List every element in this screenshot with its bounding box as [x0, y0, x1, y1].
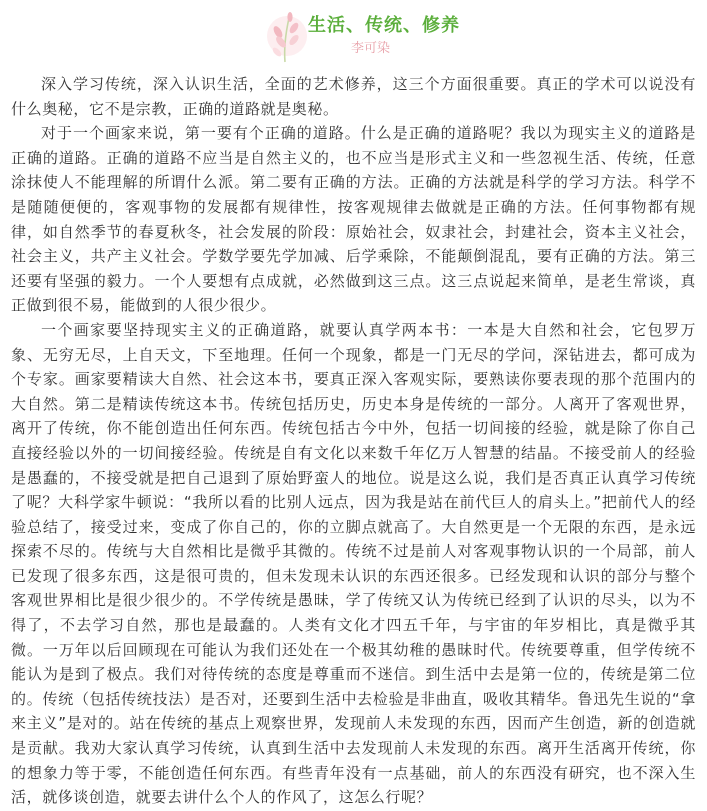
paragraph: 一个画家要坚持现实主义的正确道路，就要认真学两本书：一本是大自然和社会，它包罗万象、无穷无尽，上自天文，下至地理。任何一个现象，都是一门无尽的学问，深钻进去，都可成为个专家。画家要精读大自然、社会这本书，要真正深入客观实际，要熟读你要表现的那个范围内的大自然。第二是精读传统这本书。传统包括历史，历史本身是传统的一部分。人离开了客观世界，离开了传统，你不能创造出任何东西。传统包括古今中外，包括一切间接的经验，就是除了你自己直接经验以外的一切间接经验。传统是自有文化以来数千年亿万人智慧的结晶。不接受前人的经验是愚蠢的，不接受就是把自己退到了原始野蛮人的地位。说是这么说，我们是否真正认真学习传统了呢？大科学家牛顿说：“我所以看的比别人远点，因为我是站在前代巨人的肩头上。”把前代人的经验总结了，接受过来，变成了你自己的，你的立脚点就高了。大自然更是一个无限的东西，是永远探索不尽的。传统与大自然相比是微乎其微的。传统不过是前人对客观事物认识的一个局部，前人已发现了很多东西，这是很可贵的，但未发现未认识的东西还很多。已经发现和认识的部分与整个客观世界相比是很少很少的。不学传统是愚昧，学了传统又认为传统已经到了认识的尽头，以为不得了，不去学习自然，那也是最蠢的。人类有文化才四五千年，与宇宙的年岁相比，真是微乎其微。一万年以后回顾现在可能认为我们还处在一个极其幼稚的愚昧时代。传统要尊重，但学传统不能认为是到了极点。我们对待传统的态度是尊重而不迷信。到生活中去是第一位的，传统是第二位的。传统（包括传统技法）是否对，还要到生活中去检验是非曲直，吸收其精华。鲁迅先生说的“拿来主义”是对的。站在传统的基点上观察世界，发现前人未发现的东西，因而产生创造，新的创造就是贡献。我劝大家认真学习传统，认真到生活中去发现前人未发现的东西。离开生活离开传统，你的想象力等于零，不能创造任何东西。有些青年没有一点基础，前人的东西没有研究，也不深入生活，就侈谈创造，就要去讲什么个人的作风了，这怎么行呢？: [11, 320, 696, 807]
paragraph: 对于一个画家来说，第一要有个正确的道路。什么是正确的道路呢？我以为现实主义的道路是正确的道路。正确的道路不应当是自然主义的，也不应当是形式主义和一些忽视生活、传统，任意涂抹使人不能理解的所谓什么派。第二要有正确的方法。正确的方法就是科学的学习方法。科学不是随随便便的，客观事物的发展都有规律性，按客观规律去做就是正确的方法。任何事物都有规律，如自然季节的春夏秋冬，社会发展的阶段：原始社会，奴隶社会，封建社会，资本主义社会，社会主义，共产主义社会。学数学要先学加减、后学乘除，不能颠倒混乱，要有正确的方法。第三还要有坚强的毅力。一个人要想有点成就，必然做到这三点。这三点说起来简单，是老生常谈，真正做到很不易，能做到的人很少很少。: [11, 124, 696, 315]
article-title: 生活、传统、修养: [308, 15, 460, 36]
article-author: 李可染: [351, 41, 391, 56]
paragraph: 深入学习传统，深入认识生活，全面的艺术修养，这三个方面很重要。真正的学术可以说没有什么奥秘，它不是宗教，正确的道路就是奥秘。: [11, 75, 696, 118]
article-body: [11, 72, 696, 810]
article-header: [11, 0, 696, 64]
plant-sprig-icon: [265, 6, 309, 64]
